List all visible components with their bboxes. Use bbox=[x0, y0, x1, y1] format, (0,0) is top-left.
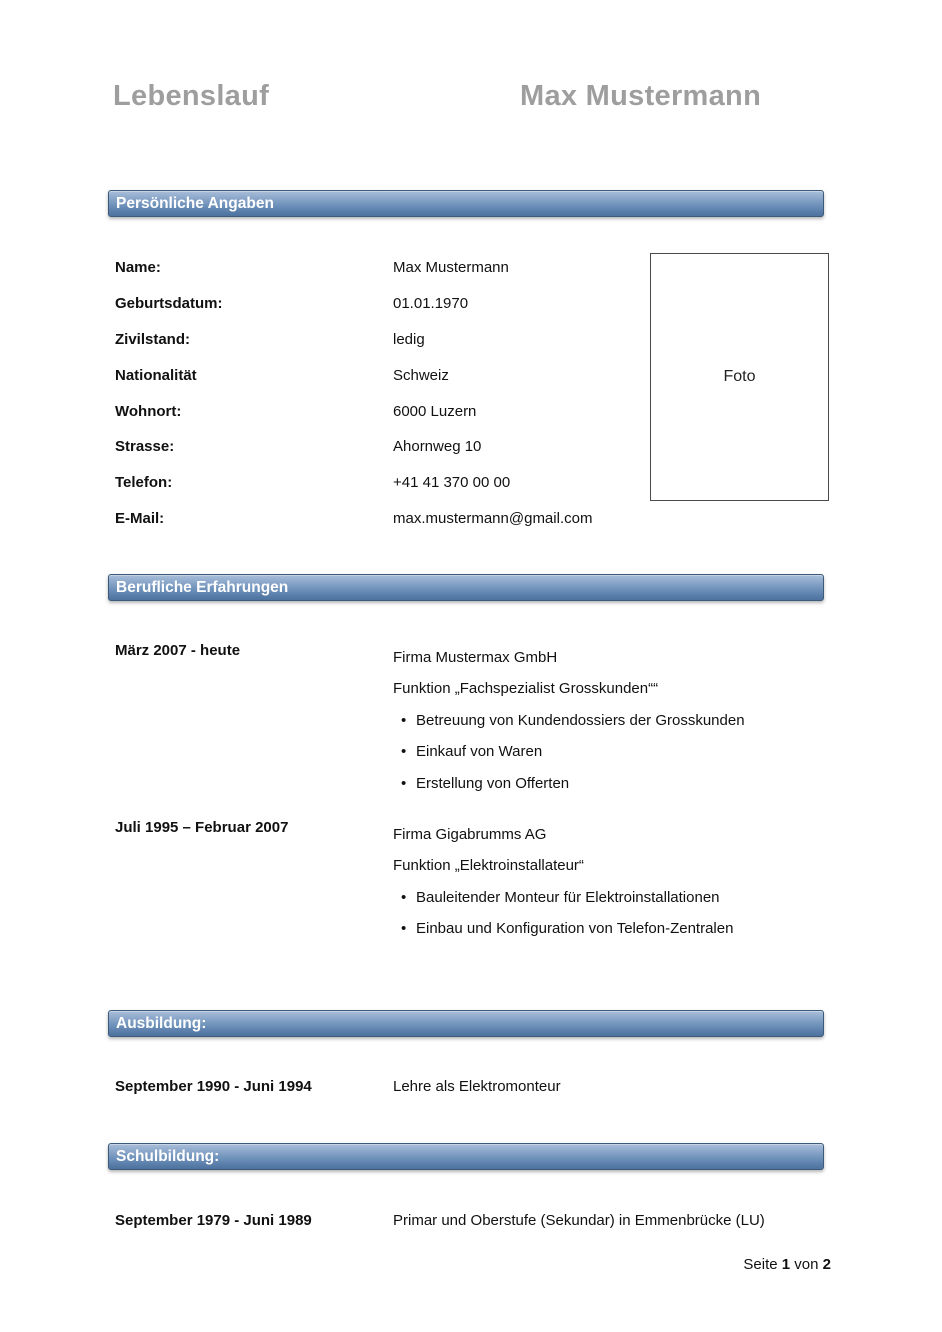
field-value-birthdate: 01.01.1970 bbox=[393, 294, 469, 312]
list-item bbox=[393, 913, 853, 944]
experience-company: Firma Gigabrumms AG bbox=[393, 826, 547, 843]
field-value-email: max.mustermann@gmail.com bbox=[393, 510, 593, 528]
experience-details bbox=[393, 642, 853, 799]
bullet-text: Einbau und Konfiguration von Telefon-Zentralen bbox=[416, 920, 734, 938]
school-description: Primar und Oberstufe (Sekundar) in Emmenbrücke (LU) bbox=[393, 1212, 765, 1229]
bullet-icon: • bbox=[401, 920, 407, 938]
experience-role: Funktion „Fachspezialist Grosskunden““ bbox=[393, 680, 659, 698]
field-label-city: Wohnort: bbox=[115, 402, 182, 420]
section-header-school: Schulbildung: bbox=[108, 1143, 824, 1170]
field-value-phone: +41 41 370 00 00 bbox=[393, 474, 511, 492]
bullet-icon: • bbox=[401, 711, 407, 729]
bullet-text: Bauleitender Monteur für Elektroinstallationen bbox=[416, 888, 720, 906]
field-label-birthdate: Geburtsdatum: bbox=[115, 294, 223, 312]
list-item bbox=[393, 768, 853, 799]
list-item bbox=[393, 882, 853, 913]
footer-total-pages: 2 bbox=[822, 1256, 831, 1273]
school-entry bbox=[115, 1212, 765, 1229]
personal-details-table bbox=[115, 259, 592, 546]
experience-bullet-list bbox=[393, 705, 853, 799]
footer-prefix: Seite bbox=[743, 1256, 778, 1273]
bullet-icon: • bbox=[401, 743, 407, 761]
table-row bbox=[115, 403, 592, 439]
experience-entry bbox=[115, 819, 853, 945]
table-row bbox=[115, 367, 592, 403]
field-label-marital-status: Zivilstand: bbox=[115, 330, 191, 348]
field-value-city: 6000 Luzern bbox=[393, 402, 477, 420]
list-item bbox=[393, 705, 853, 736]
field-value-name: Max Mustermann bbox=[393, 259, 509, 276]
section-header-personal: Persönliche Angaben bbox=[108, 190, 824, 217]
education-description: Lehre als Elektromonteur bbox=[393, 1078, 561, 1095]
bullet-text: Betreuung von Kundendossiers der Grosskunden bbox=[416, 711, 745, 729]
table-row bbox=[115, 331, 592, 367]
field-value-marital-status: ledig bbox=[393, 330, 425, 348]
experience-period: März 2007 - heute bbox=[115, 642, 241, 659]
table-row bbox=[115, 474, 592, 510]
field-label-phone: Telefon: bbox=[115, 474, 173, 492]
experience-period: Juli 1995 – Februar 2007 bbox=[115, 819, 289, 836]
bullet-text: Erstellung von Offerten bbox=[416, 774, 570, 792]
field-value-street: Ahornweg 10 bbox=[393, 438, 482, 456]
section-header-experience: Berufliche Erfahrungen bbox=[108, 574, 824, 601]
experience-entry bbox=[115, 642, 853, 799]
bullet-icon: • bbox=[401, 888, 407, 906]
table-row bbox=[115, 510, 592, 546]
education-period: September 1990 - Juni 1994 bbox=[115, 1078, 312, 1095]
table-row bbox=[115, 259, 592, 295]
field-label-name: Name: bbox=[115, 259, 161, 276]
person-name-title: Max Mustermann bbox=[520, 80, 762, 112]
page-footer bbox=[743, 1256, 831, 1273]
field-value-nationality: Schweiz bbox=[393, 366, 449, 384]
photo-placeholder bbox=[650, 253, 829, 501]
footer-page-number: 1 bbox=[781, 1256, 791, 1273]
bullet-text: Einkauf von Waren bbox=[416, 743, 543, 761]
experience-role: Funktion „Elektroinstallateur“ bbox=[393, 857, 584, 875]
experience-bullet-list bbox=[393, 882, 853, 945]
table-row bbox=[115, 438, 592, 474]
experience-company: Firma Mustermax GmbH bbox=[393, 649, 558, 666]
section-header-education: Ausbildung: bbox=[108, 1010, 824, 1037]
school-period: September 1979 - Juni 1989 bbox=[115, 1212, 312, 1229]
list-item bbox=[393, 736, 853, 767]
table-row bbox=[115, 295, 592, 331]
photo-placeholder-label: Foto bbox=[723, 368, 756, 385]
bullet-icon: • bbox=[401, 774, 407, 792]
field-label-email: E-Mail: bbox=[115, 510, 165, 528]
education-entry bbox=[115, 1078, 561, 1095]
footer-separator: von bbox=[794, 1256, 819, 1273]
document-title: Lebenslauf bbox=[113, 80, 270, 112]
field-label-nationality: Nationalität bbox=[115, 366, 197, 384]
experience-details bbox=[393, 819, 853, 945]
field-label-street: Strasse: bbox=[115, 438, 175, 456]
